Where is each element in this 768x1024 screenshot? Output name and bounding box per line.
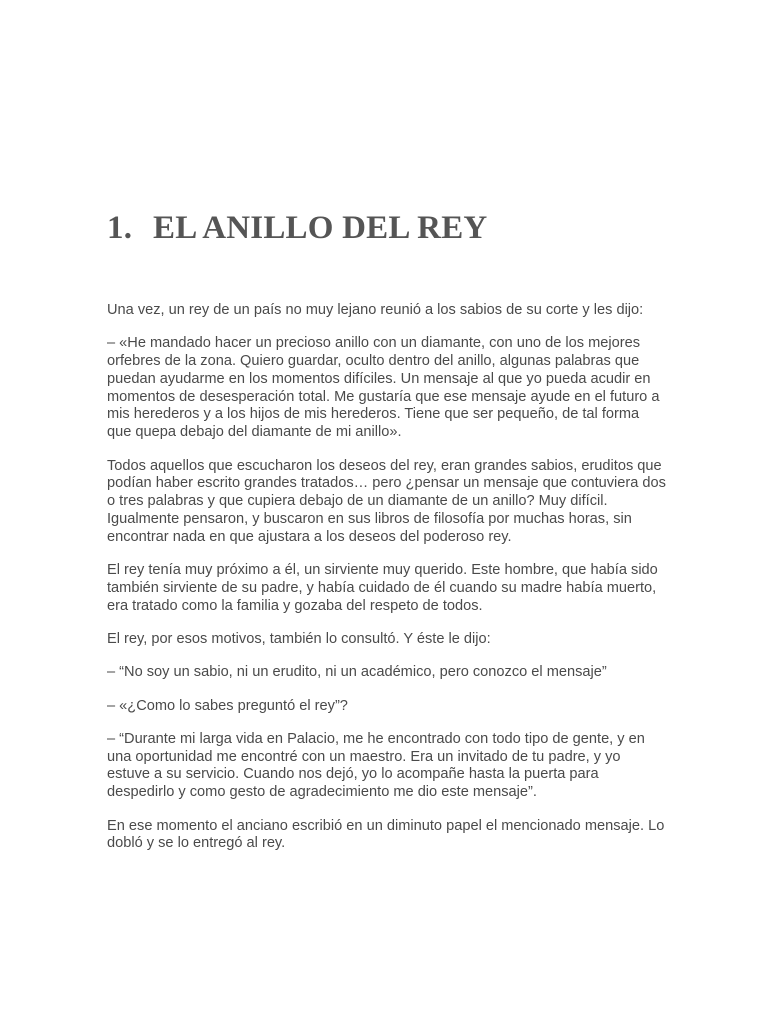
paragraph: Todos aquellos que escucharon los deseos del rey, eran grandes sabios, eruditos que podían haber escrito grandes tratados… pero ¿pensar un mensaje que contuviera dos o tres palabras y que cupiera debajo de un diamante de un anillo? Muy difícil. Igualmente pensaron, y buscaron en sus libros de filosofía por muchas horas, sin encontrar nada en que ajustara a los deseos del poderoso rey. (107, 457, 666, 545)
chapter-heading (107, 208, 487, 248)
paragraph: Una vez, un rey de un país no muy lejano reunió a los sabios de su corte y les dijo: (107, 302, 644, 318)
paragraph: En ese momento el anciano escribió en un diminuto papel el mencionado mensaje. Lo dobló y se lo entregó al rey. (107, 817, 665, 852)
chapter-number: 1. (107, 210, 133, 246)
paragraph: – “Durante mi larga vida en Palacio, me he encontrado con todo tipo de gente, y en una oportunidad me encontré con un maestro. Era un invitado de tu padre, y yo estuve a su servicio. Cuando nos dejó, yo lo acompañe hasta la puerta para despedirlo y como gesto de agradecimiento me dio este mensaje”. (107, 730, 645, 801)
paragraph: – “No soy un sabio, ni un erudito, ni un académico, pero conozco el mensaje” (107, 664, 607, 681)
chapter-body (107, 302, 667, 869)
paragraph: – «He mandado hacer un precioso anillo con un diamante, con uno de los mejores orfebres de la zona. Quiero guardar, oculto dentro del anillo, algunas palabras que puedan ayudarme en los momentos difíciles. Un mensaje al que yo pueda acudir en momentos de desesperación total. Me gustaría que ese mensaje ayude en el futuro a mis herederos y a los hijos de mis herederos. Tiene que ser pequeño, de tal forma que quepa debajo del diamante de mi anillo». (107, 335, 660, 441)
paragraph: – «¿Como lo sabes preguntó el rey”? (107, 697, 348, 714)
paragraph: El rey, por esos motivos, también lo consultó. Y éste le dijo: (107, 630, 491, 647)
chapter-title: EL ANILLO DEL REY (153, 210, 488, 246)
paragraph: El rey tenía muy próximo a él, un sirviente muy querido. Este hombre, que había sido también sirviente de su padre, y había cuidado de él cuando su madre había muerto, era tratado como la familia y gozaba del respeto de todos. (107, 562, 658, 614)
